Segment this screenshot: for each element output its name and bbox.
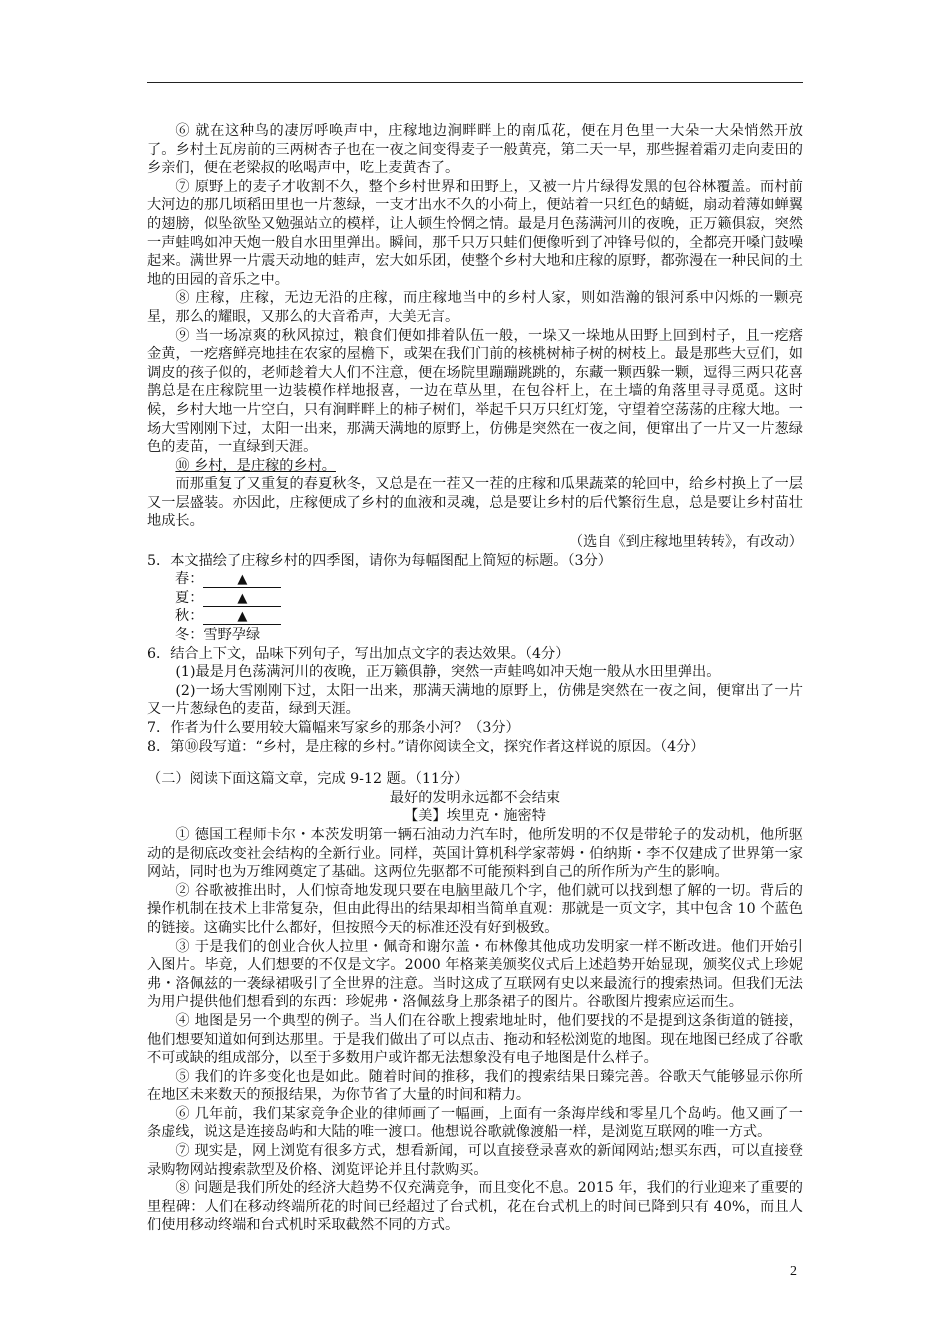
header-rule (147, 82, 803, 83)
question-6-1: (1)最是月色荡满河川的夜晚，正万籁俱静，突然一声蛙鸣如冲天炮一般从水田里弹出。 (175, 664, 721, 681)
article-author: 【美】埃里克・施密特 (404, 808, 546, 825)
question-6-2: (2)一场大雪刚刚下过，太阳一出来，那满天满地的原野上，仿佛是突然在一夜之间，便窜出了一片又一片葱绿色的麦苗，绿到天涯。 (147, 682, 803, 718)
paragraph-10-text: ⑩ 乡村，是庄稼的乡村。 (175, 457, 336, 474)
season-row-winter (147, 626, 803, 645)
article-paragraph-4: ④ 地图是另一个典型的例子。当人们在谷歌上搜索地址时，他们要找的不是提到这条街道的链接，他们想要知道如何到达那里。于是我们做出了可以点击、拖动和轻松浏览的地图。现在地图已经成了谷歌不可或缺的组成部分，以至于多数用户或许都无法想象没有电子地图是什么样子。 (147, 1012, 803, 1067)
paragraph-7: ⑦ 原野上的麦子才收割不久，整个乡村世界和田野上，又被一片片绿得发黑的包谷林覆盖。而村前大河边的那几顷稻田里也一片葱绿，一支才出水不久的小荷上，便站着一只红色的蜻蜓，扇动着薄如蝉翼的翅膀，似坠欲坠又勉强站立的模样，让人顿生怜惘之情。最是月色荡满河川的夜晚，正万籁俱寂，突然一声蛙鸣如冲天炮一般自水田里弹出。瞬间，那千只万只蛙们便像听到了冲锋号似的，全都亮开嗓门鼓噪起来。满世界一片震天动地的蛙声，宏大如乐团，使整个乡村大地和庄稼的原野，都弥漫在一种民间的土地的田园的音乐之中。 (147, 178, 803, 288)
answer-blank[interactable] (203, 591, 281, 607)
article-paragraph-1: ① 德国工程师卡尔・本茨发明第一辆石油动力汽车时，他所发明的不仅是带轮子的发动机，他所驱动的是彻底改变社会结构的全新行业。同样，英国计算机科学家蒂姆・伯纳斯・李不仅建成了世界第一家网站，同时也为万维网奠定了基础。这两位先驱都不可能预料到自己的所作所为产生的影响。 (147, 826, 803, 881)
question-8: 8．第⑩段写道：“乡村，是庄稼的乡村。”请你阅读全文，探究作者这样说的原因。（4分） (147, 738, 705, 755)
article-paragraph-5: ⑤ 我们的许多变化也是如此。随着时间的推移，我们的搜索结果日臻完善。谷歌天气能够显示你所在地区未来数天的预报结果，为你节省了大量的时间和精力。 (147, 1068, 803, 1104)
season-answer: 雪野孕绿 (203, 627, 261, 644)
paragraph-6: ⑥ 就在这种鸟的凄厉呼唤声中，庄稼地边涧畔畔上的南瓜花，便在月色里一大朵一大朵悄然开放了。乡村土瓦房前的三两树杏子也在一夜之间变得麦子一般黄亮，第二天一早，那些握着霜刃走向麦田的乡亲们，便在老梁叔的吆喝声中，吃上麦黄杏了。 (147, 123, 803, 177)
season-label: 夏： (175, 589, 204, 606)
section-2-intro: （二）阅读下面这篇文章，完成 9-12 题。（11分） (147, 771, 469, 788)
answer-placeholder: ▲ (237, 572, 248, 588)
paragraph-9: ⑨ 当一场凉爽的秋风掠过，粮食们便如排着队伍一般，一垛又一垛地从田野上回到村子，且一疙瘩金黄，一疙瘩鲜亮地挂在农家的屋檐下，或架在我们门前的核桃树柿子树的树枝上。最是那些大豆们，如调皮的孩子似的，老师趁着大人们不注意，便在场院里蹦蹦跳跳的，东藏一颗西躲一颗，逗得三两只花喜鹊总是在庄稼院里一边装模作样地报喜，一边在草丛里，在包谷杆上，在土墙的角落里寻寻觅觅。这时候，乡村大地一片空白，只有涧畔畔上的柿子树们，举起千只万只红灯笼，守望着空荡荡的庄稼大地。一场大雪刚刚下过，太阳一出来，那满天满地的原野上，仿佛是突然在一夜之间，便窜出了一片又一片葱绿色的麦苗，一直绿到天涯。 (147, 327, 803, 456)
paragraph-8: ⑧ 庄稼，庄稼，无边无沿的庄稼，而庄稼地当中的乡村人家，则如浩瀚的银河系中闪烁的一颗亮星，那么的耀眼，又那么的大音希声，大美无言。 (147, 290, 803, 325)
article-paragraph-3: ③ 于是我们的创业合伙人拉里・佩奇和谢尔盖・布林像其他成功发明家一样不断改进。他们开始引入图片。毕竟，人们想要的不仅是文字。2000 年格莱美颁奖仪式后上述趋势开始显现，颁奖仪式上珍妮弗・洛佩兹的一袭绿裙吸引了全世界的注意。当时这成了互联网有史以来最流行的搜索热词。但我们无法为用户提供他们想看到的东西：珍妮弗・洛佩兹身上那条裙子的图片。谷歌图片搜索应运而生。 (147, 938, 803, 1011)
season-row-summer (147, 589, 803, 608)
article-title: 最好的发明永远都不会结束 (389, 789, 561, 806)
question-5: 5．本文描绘了庄稼乡村的四季图，请你为每幅图配上简短的标题。（3分） (147, 552, 612, 569)
question-6: 6．结合上下文，品味下列句子，写出加点文字的表达效果。（4分） (147, 645, 570, 662)
season-label: 春： (175, 571, 204, 588)
season-label: 冬： (175, 627, 204, 644)
paragraph-11: 而那重复了又重复的春夏秋冬，又总是在一茬又一茬的庄稼和瓜果蔬菜的轮回中，给乡村换上了一层又一层盛装。亦因此，庄稼便成了乡村的血液和灵魂，总是要让乡村的后代繁衍生息，总是要让乡村苗壮地成长。 (147, 476, 803, 530)
answer-blank[interactable] (203, 609, 281, 625)
article-paragraph-6: ⑥ 几年前，我们某家竞争企业的律师画了一幅画，上面有一条海岸线和零星几个岛屿。他又画了一条虚线，说这是连接岛屿和大陆的唯一渡口。他想说谷歌就像渡船一样，是浏览互联网的唯一方式。 (147, 1105, 803, 1141)
source-citation: （选自《到庄稼地里转转》，有改动） (568, 534, 803, 551)
page-content (147, 122, 803, 1235)
question-7: 7．作者为什么要用较大篇幅来写家乡的那条小河？（3分） (147, 720, 520, 736)
section-gap (147, 756, 803, 770)
article-paragraph-7: ⑦ 现实是，网上浏览有很多方式，想看新闻，可以直接登录喜欢的新闻网站;想买东西，可以直接登录购物网站搜索款型及价格、浏览评论并且付款购买。 (147, 1143, 803, 1178)
season-label: 秋： (175, 608, 204, 625)
page-number: 2 (790, 1264, 797, 1279)
paragraph-10 (147, 457, 803, 476)
answer-blank[interactable] (203, 572, 281, 588)
season-row-spring (147, 570, 803, 589)
article-paragraph-8: ⑧ 问题是我们所处的经济大趋势不仅充满竞争，而且变化不息。2015 年，我们的行业迎来了重要的里程碑：人们在移动终端所花的时间已经超过了台式机，花在台式机上的时间已降到只有 40%，而且人们使用移动终端和台式机时采取截然不同的方式。 (147, 1180, 803, 1234)
article-paragraph-2: ② 谷歌被推出时，人们惊奇地发现只要在电脑里敲几个字，他们就可以找到想了解的一切。背后的操作机制在技术上非常复杂，但由此得出的结果却相当简单直观：那就是一页文字，其中包含 10 个蓝色的链接。这确实比什么都好，但按照今天的标准还没有好到极致。 (147, 882, 803, 936)
answer-placeholder: ▲ (237, 609, 248, 625)
season-row-autumn (147, 607, 803, 626)
answer-placeholder: ▲ (237, 590, 248, 606)
